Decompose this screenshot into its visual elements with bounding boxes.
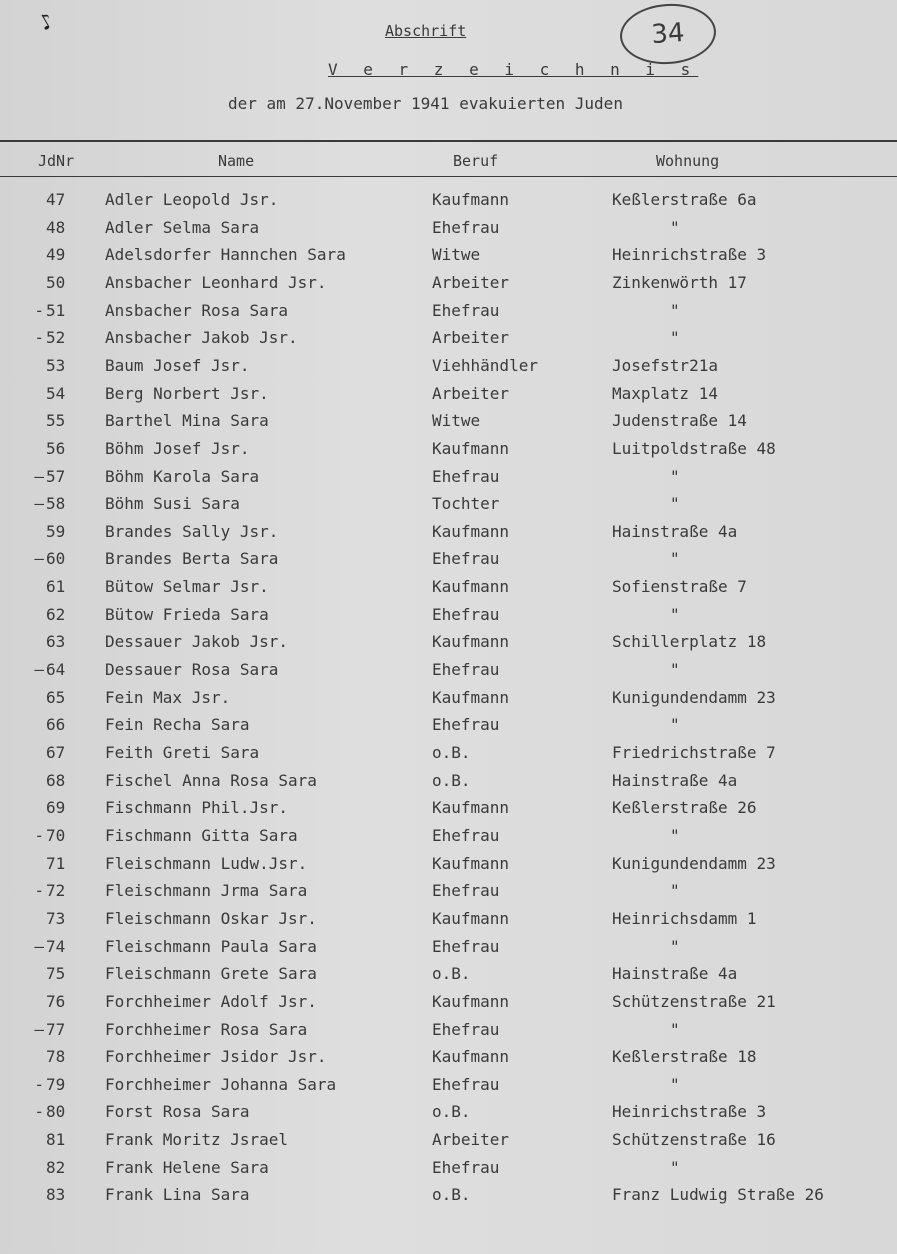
table-row (0, 1075, 897, 1102)
row-name: Ansbacher Jakob Jsr. (105, 328, 298, 348)
row-name: Böhm Karola Sara (105, 466, 260, 486)
table-row (0, 743, 897, 770)
table-row (0, 356, 897, 383)
row-number: 53 (46, 355, 66, 375)
table-row (0, 1185, 897, 1212)
row-occupation: o.B. (432, 770, 471, 790)
row-name: Forchheimer Johanna Sara (105, 1074, 337, 1094)
row-occupation: Kaufmann (432, 521, 510, 541)
row-occupation: Ehefrau (432, 300, 500, 320)
row-name: Barthel Mina Sara (105, 411, 269, 431)
row-address: " (670, 660, 680, 680)
row-occupation: Ehefrau (432, 604, 500, 624)
row-occupation: Arbeiter (432, 328, 510, 348)
row-occupation: Ehefrau (432, 217, 500, 237)
row-name: Fein Recha Sara (105, 715, 250, 735)
row-occupation: Kaufmann (432, 632, 510, 652)
row-name: Forchheimer Rosa Sara (105, 1019, 308, 1039)
row-number: 67 (46, 743, 66, 762)
header-rule-bottom (0, 176, 897, 177)
row-number: 82 (46, 1157, 66, 1177)
row-address: " (670, 549, 680, 569)
table-row (0, 245, 897, 272)
row-name: Fleischmann Oskar Jsr. (105, 908, 317, 928)
row-address: Schützenstraße 21 (612, 991, 776, 1011)
table-row (0, 715, 897, 742)
row-address: " (670, 715, 680, 735)
table-row (0, 273, 897, 300)
row-occupation: o.B. (432, 743, 471, 762)
row-name: Böhm Josef Jsr. (105, 438, 250, 458)
row-occupation: Kaufmann (432, 798, 510, 818)
table-row (0, 190, 897, 217)
row-name: Dessauer Rosa Sara (105, 660, 279, 680)
row-occupation: Witwe (432, 245, 481, 265)
row-number: 52 (46, 328, 66, 348)
table-row (0, 688, 897, 715)
row-number: 54 (46, 383, 66, 403)
table-row (0, 411, 897, 438)
row-name: Forchheimer Adolf Jsr. (105, 991, 317, 1011)
row-name: Bütow Frieda Sara (105, 604, 269, 624)
document-heading: Abschrift (385, 22, 467, 40)
row-name: Brandes Sally Jsr. (105, 521, 279, 541)
header-rule-top (0, 140, 897, 142)
row-occupation: o.B. (432, 1185, 471, 1205)
table-row (0, 577, 897, 604)
row-occupation: Arbeiter (432, 1130, 510, 1150)
row-occupation: Ehefrau (432, 881, 500, 901)
table-row (0, 549, 897, 576)
row-number: 76 (46, 991, 66, 1011)
row-address: " (670, 1157, 680, 1177)
row-occupation: Ehefrau (432, 715, 500, 735)
row-number: 69 (46, 798, 66, 818)
row-address: " (670, 1019, 680, 1039)
row-number: 77 (46, 1019, 66, 1039)
row-address: Kunigundendamm 23 (612, 853, 776, 873)
column-header-wohnung: Wohnung (656, 152, 720, 170)
row-name: Fein Max Jsr. (105, 687, 231, 707)
row-dash-mark: - (34, 328, 44, 348)
row-number: 49 (46, 245, 66, 265)
table-row (0, 798, 897, 825)
row-name: Fischel Anna Rosa Sara (105, 770, 317, 790)
row-occupation: Ehefrau (432, 1157, 500, 1177)
column-header-beruf: Beruf (453, 152, 499, 170)
row-number: 70 (46, 825, 66, 845)
row-occupation: Arbeiter (432, 272, 510, 292)
row-address: " (670, 494, 680, 514)
row-number: 51 (46, 300, 66, 320)
row-name: Dessauer Jakob Jsr. (105, 632, 289, 652)
row-address: Schillerplatz 18 (612, 632, 767, 652)
row-name: Feith Greti Sara (105, 743, 260, 762)
ink-mark-icon: ♪ (34, 8, 59, 37)
table-row (0, 964, 897, 991)
row-address: " (670, 328, 680, 348)
table-row (0, 1102, 897, 1129)
row-address: " (670, 881, 680, 901)
table-row (0, 937, 897, 964)
row-address: Franz Ludwig Straße 26 (612, 1185, 824, 1205)
row-occupation: Ehefrau (432, 1019, 500, 1039)
row-number: 61 (46, 577, 66, 597)
table-row (0, 328, 897, 355)
row-occupation: Kaufmann (432, 1047, 510, 1067)
row-occupation: o.B. (432, 964, 471, 984)
table-row (0, 522, 897, 549)
row-name: Frank Moritz Jsrael (105, 1130, 289, 1150)
table-row (0, 494, 897, 521)
row-occupation: Ehefrau (432, 549, 500, 569)
row-number: 66 (46, 715, 66, 735)
row-occupation: Viehhändler (432, 355, 538, 375)
row-occupation: Kaufmann (432, 190, 510, 209)
row-number: 78 (46, 1047, 66, 1067)
row-number: 50 (46, 272, 66, 292)
row-number: 73 (46, 908, 66, 928)
table-row (0, 384, 897, 411)
row-number: 79 (46, 1074, 66, 1094)
row-address: Friedrichstraße 7 (612, 743, 776, 762)
row-name: Böhm Susi Sara (105, 494, 240, 514)
row-number: 81 (46, 1130, 66, 1150)
row-number: 56 (46, 438, 66, 458)
row-occupation: Ehefrau (432, 466, 500, 486)
row-address: Hainstraße 4a (612, 964, 738, 984)
row-address: Schützenstraße 16 (612, 1130, 776, 1150)
row-name: Baum Josef Jsr. (105, 355, 250, 375)
table-row (0, 826, 897, 853)
row-name: Berg Norbert Jsr. (105, 383, 269, 403)
row-dash-mark: — (34, 494, 44, 514)
row-number: 58 (46, 494, 66, 514)
row-number: 63 (46, 632, 66, 652)
row-occupation: Kaufmann (432, 438, 510, 458)
row-address: Heinrichsdamm 1 (612, 908, 757, 928)
row-number: 64 (46, 660, 66, 680)
row-occupation: Kaufmann (432, 991, 510, 1011)
row-occupation: Kaufmann (432, 908, 510, 928)
table-row (0, 632, 897, 659)
row-occupation: Kaufmann (432, 853, 510, 873)
table-row (0, 439, 897, 466)
row-number: 47 (46, 190, 66, 209)
row-name: Frank Lina Sara (105, 1185, 250, 1205)
row-number: 62 (46, 604, 66, 624)
row-name: Forst Rosa Sara (105, 1102, 250, 1122)
table-row (0, 992, 897, 1019)
row-occupation: Ehefrau (432, 1074, 500, 1094)
row-address: Keßlerstraße 18 (612, 1047, 757, 1067)
table-row (0, 1130, 897, 1157)
row-dash-mark: — (34, 549, 44, 569)
row-address: Luitpoldstraße 48 (612, 438, 776, 458)
row-address: Zinkenwörth 17 (612, 272, 747, 292)
row-number: 75 (46, 964, 66, 984)
row-address: Hainstraße 4a (612, 521, 738, 541)
row-name: Frank Helene Sara (105, 1157, 269, 1177)
table-row (0, 854, 897, 881)
row-name: Ansbacher Rosa Sara (105, 300, 289, 320)
row-number: 83 (46, 1185, 66, 1205)
row-address: Josefstr21a (612, 355, 718, 375)
row-name: Fleischmann Jrma Sara (105, 881, 308, 901)
row-address: Keßlerstraße 6a (612, 190, 757, 209)
row-dash-mark: - (34, 825, 44, 845)
row-address: Hainstraße 4a (612, 770, 738, 790)
row-number: 65 (46, 687, 66, 707)
row-number: 48 (46, 217, 66, 237)
row-address: " (670, 825, 680, 845)
row-number: 55 (46, 411, 66, 431)
document-subtitle: der am 27.November 1941 evakuierten Juden (228, 94, 623, 113)
table-row (0, 1047, 897, 1074)
row-dash-mark: - (34, 300, 44, 320)
row-occupation: o.B. (432, 1102, 471, 1122)
row-dash-mark: — (34, 660, 44, 680)
row-dash-mark: - (34, 1102, 44, 1122)
row-address: Keßlerstraße 26 (612, 798, 757, 818)
row-name: Adler Selma Sara (105, 217, 260, 237)
column-header-nr: JdNr (38, 152, 75, 170)
row-dash-mark: — (34, 936, 44, 956)
row-number: 57 (46, 466, 66, 486)
table-row (0, 1020, 897, 1047)
table-row (0, 467, 897, 494)
row-dash-mark: - (34, 881, 44, 901)
row-number: 60 (46, 549, 66, 569)
row-name: Fleischmann Paula Sara (105, 936, 317, 956)
row-number: 68 (46, 770, 66, 790)
row-number: 59 (46, 521, 66, 541)
column-header-name: Name (218, 152, 255, 170)
row-address: Kunigundendamm 23 (612, 687, 776, 707)
row-occupation: Kaufmann (432, 577, 510, 597)
row-address: Sofienstraße 7 (612, 577, 747, 597)
row-name: Adelsdorfer Hannchen Sara (105, 245, 346, 265)
row-address: Heinrichstraße 3 (612, 245, 767, 265)
row-name: Adler Leopold Jsr. (105, 190, 279, 209)
table-row (0, 909, 897, 936)
row-occupation: Ehefrau (432, 660, 500, 680)
row-address: Heinrichstraße 3 (612, 1102, 767, 1122)
row-name: Forchheimer Jsidor Jsr. (105, 1047, 327, 1067)
row-name: Fleischmann Ludw.Jsr. (105, 853, 308, 873)
row-occupation: Witwe (432, 411, 481, 431)
row-address: " (670, 1074, 680, 1094)
row-dash-mark: — (34, 1019, 44, 1039)
row-address: " (670, 217, 680, 237)
row-occupation: Ehefrau (432, 825, 500, 845)
row-number: 74 (46, 936, 66, 956)
table-row (0, 218, 897, 245)
row-name: Ansbacher Leonhard Jsr. (105, 272, 327, 292)
row-address: Maxplatz 14 (612, 383, 718, 403)
row-address: " (670, 936, 680, 956)
row-name: Fleischmann Grete Sara (105, 964, 317, 984)
row-address: " (670, 466, 680, 486)
page-number-stamp: 34 (618, 1, 718, 68)
table-row (0, 1158, 897, 1185)
row-name: Fischmann Phil.Jsr. (105, 798, 289, 818)
document-title: V e r z e i c h n i s (328, 60, 699, 79)
table-row (0, 301, 897, 328)
table-row (0, 771, 897, 798)
row-name: Bütow Selmar Jsr. (105, 577, 269, 597)
table-row (0, 881, 897, 908)
row-number: 80 (46, 1102, 66, 1122)
row-occupation: Ehefrau (432, 936, 500, 956)
table-row (0, 605, 897, 632)
table-row (0, 660, 897, 687)
row-occupation: Kaufmann (432, 687, 510, 707)
row-name: Brandes Berta Sara (105, 549, 279, 569)
row-name: Fischmann Gitta Sara (105, 825, 298, 845)
row-address: " (670, 300, 680, 320)
row-dash-mark: — (34, 466, 44, 486)
row-dash-mark: - (34, 1074, 44, 1094)
row-number: 72 (46, 881, 66, 901)
row-occupation: Arbeiter (432, 383, 510, 403)
row-address: Judenstraße 14 (612, 411, 747, 431)
row-number: 71 (46, 853, 66, 873)
row-occupation: Tochter (432, 494, 500, 514)
row-address: " (670, 604, 680, 624)
